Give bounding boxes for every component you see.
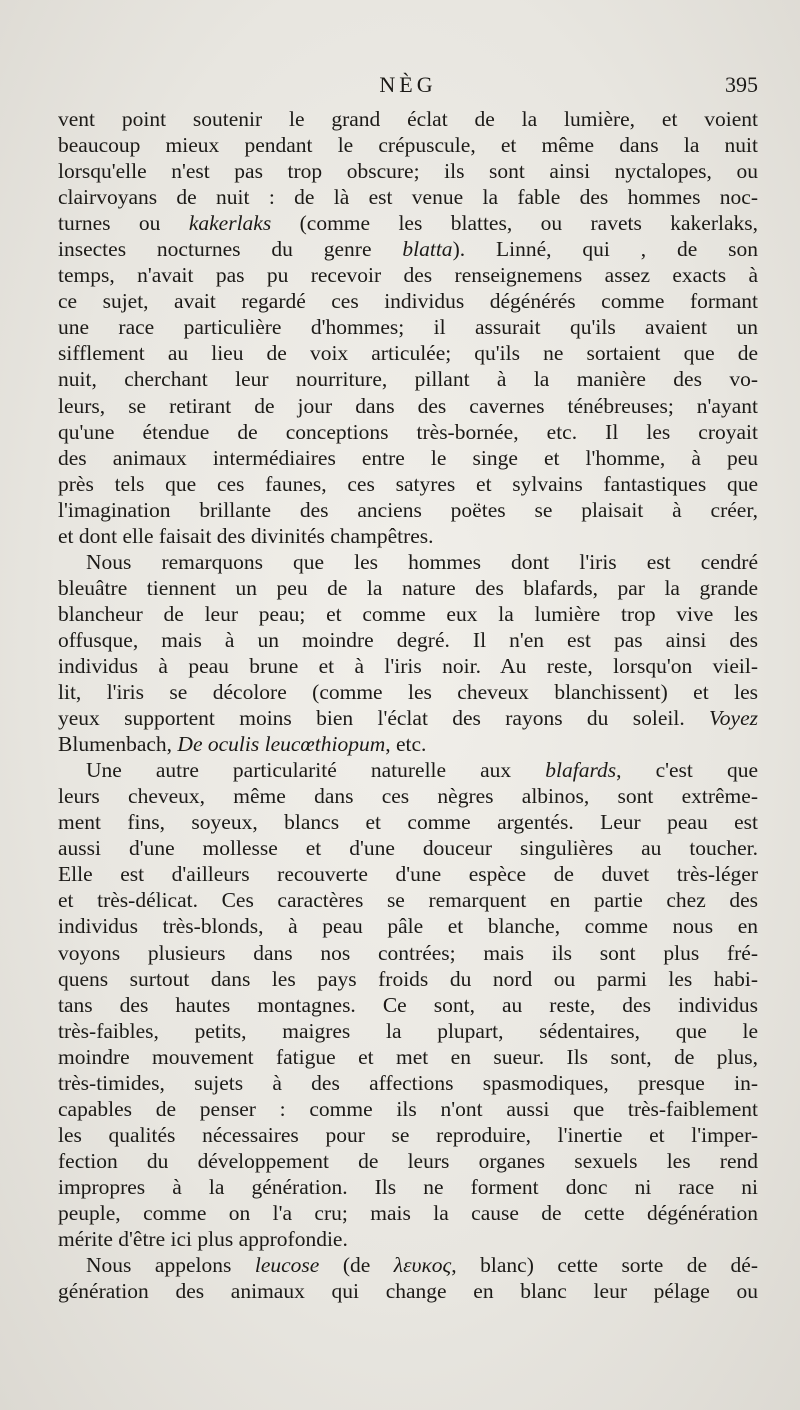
text-line xyxy=(58,940,758,966)
text-segment: et dont elle faisait des divinités champêtres. xyxy=(58,523,434,548)
italic-text: kakerlaks xyxy=(188,211,272,236)
text-segment: lorsqu'elle n'est pas trop obscure; ils sont ainsi nyctalopes, ou xyxy=(58,159,758,184)
text-segment: très-timides, sujets à des affections spasmodiques, presque in- xyxy=(58,1070,758,1095)
text-line xyxy=(58,783,758,809)
running-head-title: NÈG xyxy=(379,72,437,97)
text-segment: , blanc) cette sorte de dé- xyxy=(451,1253,758,1278)
text-segment: nuit, cherchant leur nourriture, pillant à la manière des vo- xyxy=(58,367,758,392)
text-segment: des animaux intermédiaires entre le singe et l'homme, à peu xyxy=(58,445,758,470)
text-segment: vent point soutenir le grand éclat de la lumière, et voient xyxy=(58,107,758,131)
text-line xyxy=(58,1174,758,1200)
text-line xyxy=(58,288,758,314)
text-line xyxy=(58,992,758,1018)
text-line xyxy=(58,1122,758,1148)
text-segment: quens surtout dans les pays froids du nord ou parmi les habi- xyxy=(58,966,758,991)
text-segment: , etc. xyxy=(385,732,427,757)
text-segment: capables de penser : comme ils n'ont aussi que très-faiblement xyxy=(58,1096,758,1121)
text-line xyxy=(58,549,758,575)
text-segment: fection du développement de leurs organes sexuels les rend xyxy=(58,1148,758,1173)
italic-text: blafards xyxy=(545,758,617,783)
text-segment: Blumenbach, xyxy=(58,732,178,757)
text-line xyxy=(58,523,758,549)
text-line xyxy=(58,445,758,471)
text-segment: beaucoup mieux pendant le crépuscule, et même dans la nuit xyxy=(58,133,758,158)
text-line xyxy=(58,627,758,653)
text-segment: , c'est que xyxy=(616,758,758,783)
text-line xyxy=(58,1200,758,1226)
text-segment: clairvoyans de nuit : de là est venue la fable des hommes noc- xyxy=(58,185,758,210)
text-segment: lit, l'iris se décolore (comme les cheveux blanchissent) et les xyxy=(58,680,758,705)
text-segment: (comme les blattes, ou ravets kakerlaks, xyxy=(271,211,758,236)
text-line xyxy=(58,966,758,992)
text-segment: qu'une étendue de conceptions très-bornée, etc. Il les croyait xyxy=(58,419,758,444)
italic-text: blatta xyxy=(402,237,453,262)
text-line xyxy=(58,1096,758,1122)
text-line xyxy=(58,106,758,132)
italic-text: Voyez xyxy=(709,706,758,731)
text-segment: tans des hautes montagnes. Ce sont, au reste, des individus xyxy=(58,992,758,1017)
text-line xyxy=(58,184,758,210)
text-segment: très-faibles, petits, maigres la plupart, sédentaires, que le xyxy=(58,1018,758,1043)
text-line xyxy=(58,471,758,497)
text-line xyxy=(58,887,758,913)
text-segment: Elle est d'ailleurs recouverte d'une espèce de duvet très-léger xyxy=(58,862,758,887)
text-line xyxy=(58,1018,758,1044)
text-line xyxy=(58,393,758,419)
text-line xyxy=(58,809,758,835)
text-line xyxy=(58,210,758,236)
text-line xyxy=(58,757,758,783)
running-head xyxy=(58,72,758,102)
text-segment: impropres à la génération. Ils ne forment donc ni race ni xyxy=(58,1174,758,1199)
text-segment: yeux supportent moins bien l'éclat des rayons du soleil. xyxy=(58,706,710,731)
text-segment: offusque, mais à un moindre degré. Il n'en est pas ainsi des xyxy=(58,627,758,652)
italic-text: leucose xyxy=(254,1253,320,1278)
text-segment: génération des animaux qui change en blanc leur pélage ou xyxy=(58,1279,758,1304)
text-segment: (de xyxy=(319,1253,394,1278)
text-segment: et très-délicat. Ces caractères se remarquent en partie chez des xyxy=(58,888,758,913)
text-segment: Nous appelons xyxy=(86,1253,255,1278)
text-line xyxy=(58,132,758,158)
text-line xyxy=(58,679,758,705)
text-line xyxy=(58,1070,758,1096)
text-line xyxy=(58,1226,758,1252)
text-line xyxy=(58,236,758,262)
text-segment: aussi d'une mollesse et d'une douceur singulières au toucher. xyxy=(58,836,758,861)
text-segment: bleuâtre tiennent un peu de la nature des blafards, par la grande xyxy=(58,575,758,600)
text-segment: Une autre particularité naturelle aux xyxy=(86,758,546,783)
text-segment: leurs, se retirant de jour dans des cavernes ténébreuses; n'ayant xyxy=(58,393,758,418)
text-line xyxy=(58,575,758,601)
text-segment: individus très-blonds, à peau pâle et blanche, comme nous en xyxy=(58,914,758,939)
text-segment: leurs cheveux, même dans ces nègres albinos, sont extrême- xyxy=(58,784,758,809)
text-segment: peuple, comme on l'a cru; mais la cause de cette dégénération xyxy=(58,1200,758,1225)
text-line xyxy=(58,1278,758,1304)
text-line xyxy=(58,835,758,861)
text-segment: insectes nocturnes du genre xyxy=(58,237,403,262)
text-line xyxy=(58,1044,758,1070)
text-line xyxy=(58,340,758,366)
text-segment: mérite d'être ici plus approfondie. xyxy=(58,1227,348,1252)
italic-text: De oculis leucœthiopum xyxy=(177,732,386,757)
text-segment: ce sujet, avait regardé ces individus dégénérés comme formant xyxy=(58,289,758,314)
text-segment: ment fins, soyeux, blancs et comme argentés. Leur peau est xyxy=(58,810,758,835)
text-segment: voyons plusieurs dans nos contrées; mais ils sont plus fré- xyxy=(58,940,758,965)
text-line xyxy=(58,861,758,887)
text-line xyxy=(58,1148,758,1174)
text-segment: Nous remarquons que les hommes dont l'iris est cendré xyxy=(86,549,758,574)
text-line xyxy=(58,913,758,939)
text-line xyxy=(58,158,758,184)
text-segment: temps, n'avait pas pu recevoir des renseignemens assez exacts à xyxy=(58,263,758,288)
body-text xyxy=(58,106,758,1304)
text-segment: près tels que ces faunes, ces satyres et sylvains fantastiques que xyxy=(58,471,758,496)
text-line xyxy=(58,497,758,523)
text-segment: une race particulière d'hommes; il assurait qu'ils avaient un xyxy=(58,315,758,340)
text-segment: les qualités nécessaires pour se reproduire, l'inertie et l'imper- xyxy=(58,1122,758,1147)
text-line xyxy=(58,731,758,757)
text-segment: individus à peau brune et à l'iris noir. Au reste, lorsqu'on vieil- xyxy=(58,653,758,678)
text-segment: l'imagination brillante des anciens poëtes se plaisait à créer, xyxy=(58,497,758,522)
text-segment: ). Linné, qui , de son xyxy=(452,237,758,262)
text-line xyxy=(58,653,758,679)
text-segment: sifflement au lieu de voix articulée; qu'ils ne sortaient que de xyxy=(58,341,758,366)
text-line xyxy=(58,601,758,627)
text-line xyxy=(58,1252,758,1278)
text-line xyxy=(58,419,758,445)
text-line xyxy=(58,262,758,288)
text-line xyxy=(58,314,758,340)
text-line xyxy=(58,705,758,731)
page-number: 395 xyxy=(725,72,758,97)
italic-text: λευκος xyxy=(393,1253,452,1278)
text-segment: moindre mouvement fatigue et met en sueur. Ils sont, de plus, xyxy=(58,1044,758,1069)
text-segment: blancheur de leur peau; et comme eux la lumière trop vive les xyxy=(58,601,758,626)
text-segment: turnes ou xyxy=(58,211,189,236)
text-line xyxy=(58,366,758,392)
